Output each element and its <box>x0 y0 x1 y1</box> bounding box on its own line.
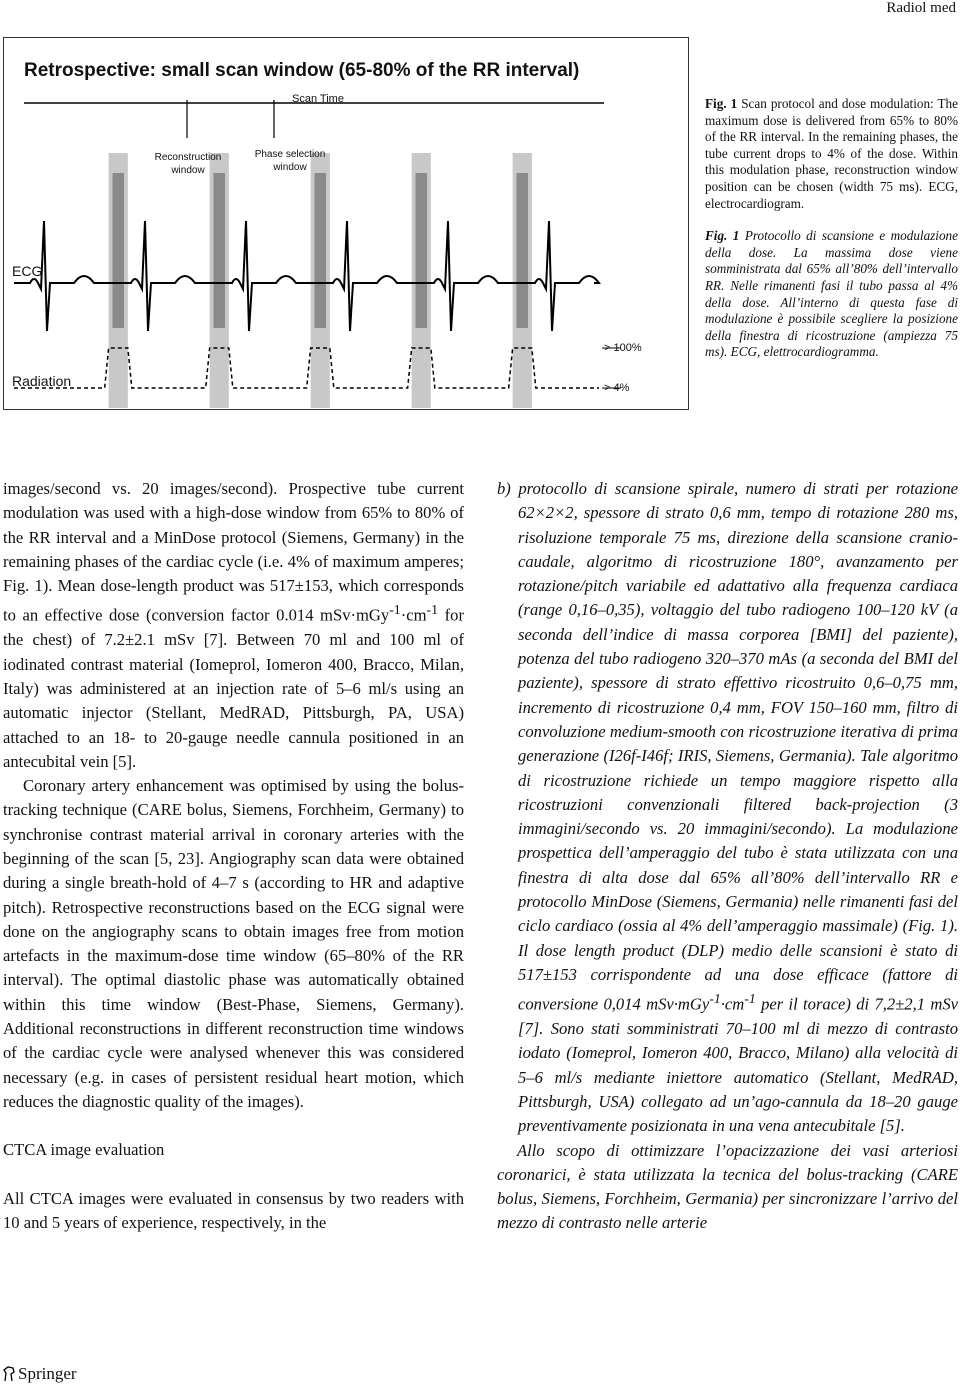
figure-title: Retrospective: small scan window (65-80% of the RR interval) <box>24 60 580 81</box>
caption-italian: Fig. 1 Protocollo di scansione e modulazione della dose. La massima dose viene somministrata dal 65% all’80% dell’intervallo RR. Nelle rimanenti fasi il tubo passa al 4% della dose. All’interno di questa fase di modulazione è possibile scegliere la posizione della finestra di ricostruzione (ampiezza 75 ms). ECG, elettrocardiogramma. <box>705 228 959 360</box>
reconstruction-window <box>314 173 326 328</box>
paragraph: Allo scopo di ottimizzare l’opacizzazione dei vasi arteriosi coronarici, è stata utilizzata la tecnica del bolus-tracking (CARE bolus, Siemens, Forchheim, Germania) per sincronizzare l’arrivo del mezzo di contrasto nelle arterie <box>497 1140 958 1233</box>
section-heading: CTCA image evaluation <box>3 1140 165 1160</box>
reconstruction-window <box>112 173 124 328</box>
figure-1 <box>3 37 689 410</box>
reconstruction-window <box>415 173 427 328</box>
journal-name: Radiol med <box>886 0 956 16</box>
paragraph: All CTCA images were evaluated in consensus by two readers with 10 and 5 years of experience, respectively, in the <box>3 1188 464 1232</box>
left-column <box>3 477 464 1235</box>
scan-time-label: Scan Time <box>292 93 344 105</box>
publisher-logo: Springer <box>2 1364 77 1384</box>
figure-diagram <box>4 38 689 410</box>
level-high-label: > 100% <box>604 342 642 354</box>
phase-selection-window-label: Phase selection window <box>254 149 326 173</box>
ecg-label: ECG <box>12 263 43 279</box>
paragraph: Coronary artery enhancement was optimised by using the bolus-tracking technique (CARE bolus, Siemens, Forchheim, Germany) to synchronise contrast material arrival in coronary arteries with the beginning of the scan [5, 23]. Angiography scan data were obtained during a single breath-hold of 4–7 s (according to HR and adaptive pitch). Retrospective reconstructions based on the ECG signal were done on the angiography scans to obtain images free from motion artefacts in the maximum-dose time window (65–80% of the RR interval). The optimal diastolic phase was automatically obtained within this time window (Best-Phase, Siemens, Germany). Additional reconstructions in different reconstruction time windows of the cardiac cycle were analysed whenever this was considered necessary (e.g. in cases of persistent residual heart motion, which reduces the diagnostic quality of the images). <box>3 776 464 1111</box>
reconstruction-window-label: Reconstruction window <box>154 152 222 176</box>
figure-caption <box>705 96 958 377</box>
reconstruction-window <box>516 173 528 328</box>
paragraph: b) protocollo di scansione spirale, numero di strati per rotazione 62×2×2, spessore di strato 0,6 mm, tempo di rotazione 280 ms, risoluzione temporale 75 ms, direzione della scansione cranio-caudale, algoritmo di ricostruzione 180°, avanzamento per rotazione/pitch variabile ed adattativo alla frequenza cardiaca (range 0,16–0,35), voltaggio del tubo radiogeno 100–120 kV (a seconda dell’indice di massa corporea [BMI] del paziente), potenza del tubo radiogeno 320–370 mAs (a seconda del BMI del paziente), spessore di strato effettivo ricostruito 0,6–0,75 mm, incremento di ricostruzione 0,4 mm, FOV 150–160 mm, filtro di convoluzione medium-smooth con ricostruzione iterativa di prima generazione (I26f-I46f; IRIS, Siemens, Germania). Tale algoritmo di ricostruzione richiede un tempo maggiore rispetto alla ricostruzioni convenzionali filtered back-projection (3 immagini/secondo vs. 20 immagini/secondo). La modulazione prospettica dell’amperaggio del tubo è stata utilizzata con una finestra di alta dose dal 65% all’80% dell’intervallo RR e protocollo MinDose (Siemens, Germania) nelle rimanenti fasi del ciclo cardiaco (ossia al 4% dell’amperaggio massimale) (Fig. 1). Il dose length product (DLP) medio delle scansioni è stato di 517±153 corrispondente ad una dose efficace (fattore di conversione 0,014 $mSv\cdot mGy^{-1}\cdot cm^{-1}$ per il torace) di 7,2±2,1 mSv [7]. Sono stati somministrati 70–100 ml di mezzo di contrasto iodato (Iomeprol, Iomeron 400, Bracco, Milano) alla velocità di 5–6 ml/s mediante iniettore automatico (Stellant, MedRAD, Pittsburgh, USA) collegato ad un’ago-cannula da 18–20 gauge preventivamente posizionata in una vena antecubitale [5]. <box>497 479 958 1136</box>
radiation-label: Radiation <box>12 373 72 389</box>
springer-horse-icon <box>2 1365 16 1383</box>
level-low-label: > 4% <box>604 382 630 394</box>
paragraph: images/second vs. 20 images/second). Prospective tube current modulation was used with a high-dose window from 65% to 80% of the RR interval and a MinDose protocol (Siemens, Germany) in the remaining phases of the cardiac cycle (i.e. 4% of maximum amperes; Fig. 1). Mean dose-length product was 517±153, which corresponds to an effective dose (conversion factor 0.014 $mSv\cdot mGy^{-1}\cdot cm^{-1}$ for the chest) of 7.2±2.1 mSv [7]. Between 70 ml and 100 ml of iodinated contrast material (Iomeprol, Iomeron 400, Bracco, Milan, Italy) was administered at an injection rate of 5–6 ml/s using an automatic injector (Stellant, MedRAD, Pittsburgh, PA, USA) attached to an 18- to 20-gauge needle cannula positioned in an antecubital vein [5]. <box>3 479 464 771</box>
caption-english: Fig. 1 Scan protocol and dose modulation: The maximum dose is delivered from 65% to 80% of the RR interval. In the remaining phases, the tube current drops to 4% of the dose. Within this modulation phase, reconstruction window position can be chosen (width 75 ms). ECG, electrocardiogram. <box>705 96 958 211</box>
radiation-trace <box>14 348 599 388</box>
right-column <box>497 477 958 1236</box>
ecg-trace <box>14 221 599 331</box>
reconstruction-windows <box>112 173 528 328</box>
reconstruction-window <box>213 173 225 328</box>
